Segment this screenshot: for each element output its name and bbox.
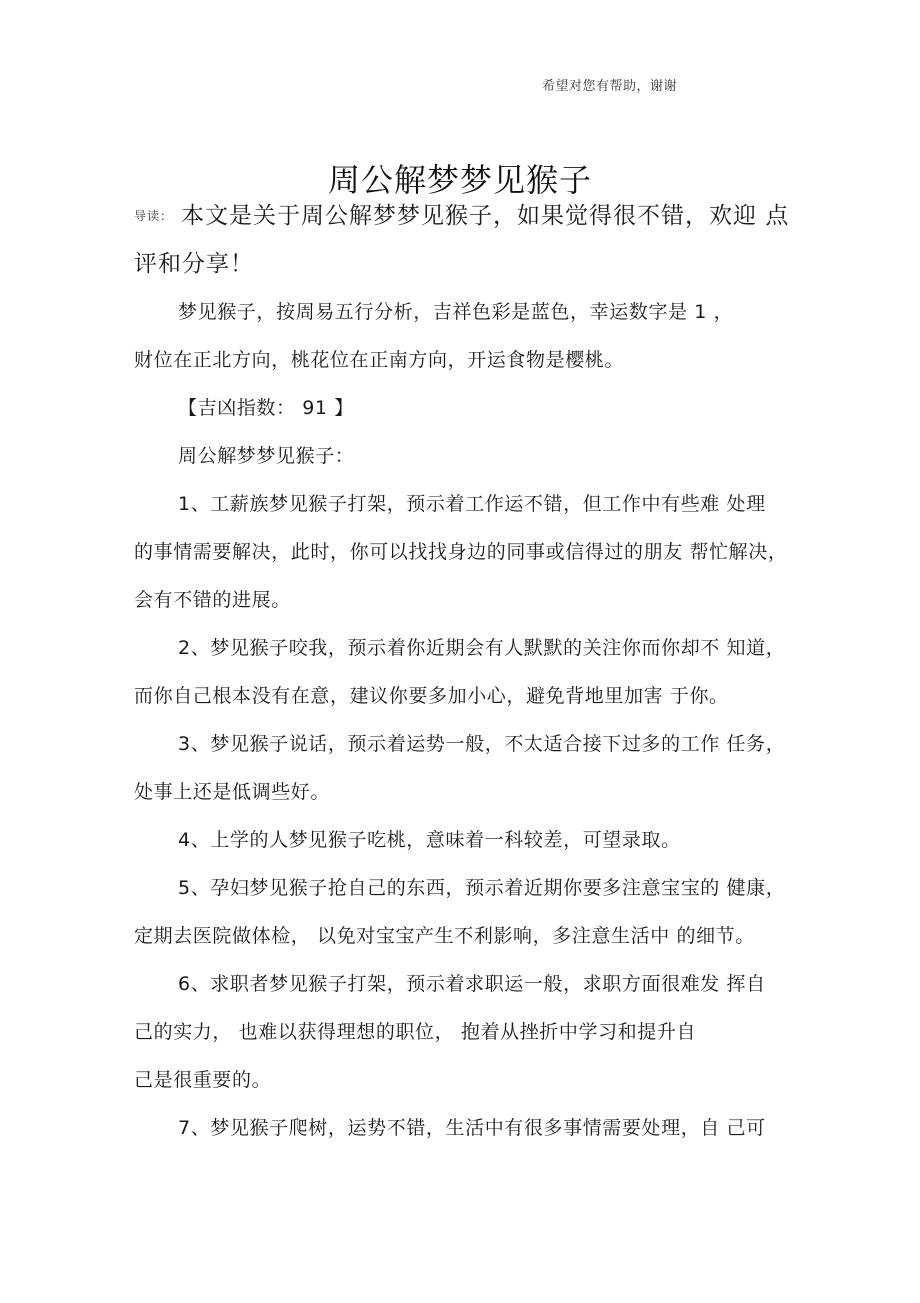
item-7-line-1: 7、梦见猴子爬树，运势不错，生活中有很多事情需要处理，自 己可: [178, 1117, 766, 1139]
item-3-line-2: 处事上还是低调些好。: [134, 781, 331, 803]
summary-line-1: 梦见猴子，按周易五行分析，吉祥色彩是蓝色，幸运数字是 1 ，: [178, 301, 734, 323]
item-6-line-3: 己是很重要的。: [134, 1069, 272, 1091]
header-note: 希望对您有帮助，谢谢: [542, 79, 678, 94]
item-2-line-2: 而你自己根本没有在意，建议你要多加小心，避免背地里加害 于你。: [134, 685, 729, 707]
intro-line-1: [134, 197, 789, 230]
item-5-line-2: 定期去医院做体检， 以免对宝宝产生不利影响，多注意生活中 的细节。: [134, 925, 755, 947]
fortune-index: 【吉凶指数： 91 】: [178, 397, 354, 419]
item-4-line-1: 4、上学的人梦见猴子吃桃，意味着一科较差，可望录取。: [178, 829, 681, 851]
summary-line-2: 财位在正北方向，桃花位在正南方向，开运食物是樱桃。: [134, 349, 625, 371]
item-3-line-1: 3、梦见猴子说话，预示着运势一般，不太适合接下过多的工作 任务，: [178, 733, 786, 755]
section-heading: 周公解梦梦见猴子：: [178, 445, 355, 467]
intro-label: 导读：: [134, 209, 174, 223]
item-5-line-1: 5、孕妇梦见猴子抢自己的东西，预示着近期你要多注意宝宝的 健康，: [178, 877, 786, 899]
item-1-line-3: 会有不错的进展。: [134, 589, 291, 611]
item-1-line-2: 的事情需要解决，此时，你可以找找身边的同事或信得过的朋友 帮忙解决，: [134, 541, 788, 563]
page-title: 周公解梦梦见猴子: [327, 161, 592, 200]
item-2-line-1: 2、梦见猴子咬我，预示着你近期会有人默默的关注你而你却不 知道，: [178, 637, 786, 659]
item-6-line-1: 6、求职者梦见猴子打架，预示着求职运一般，求职方面很难发 挥自: [178, 973, 766, 995]
item-1-line-1: 1、工薪族梦见猴子打架，预示着工作运不错，但工作中有些难 处理: [178, 493, 766, 515]
item-6-line-2: 己的实力， 也难以获得理想的职位， 抱着从挫折中学习和提升自: [134, 1021, 697, 1043]
intro-text-1: 本文是关于周公解梦梦见猴子，如果觉得很不错，欢迎 点: [181, 203, 790, 229]
intro-line-2: 评和分享！: [134, 251, 254, 277]
